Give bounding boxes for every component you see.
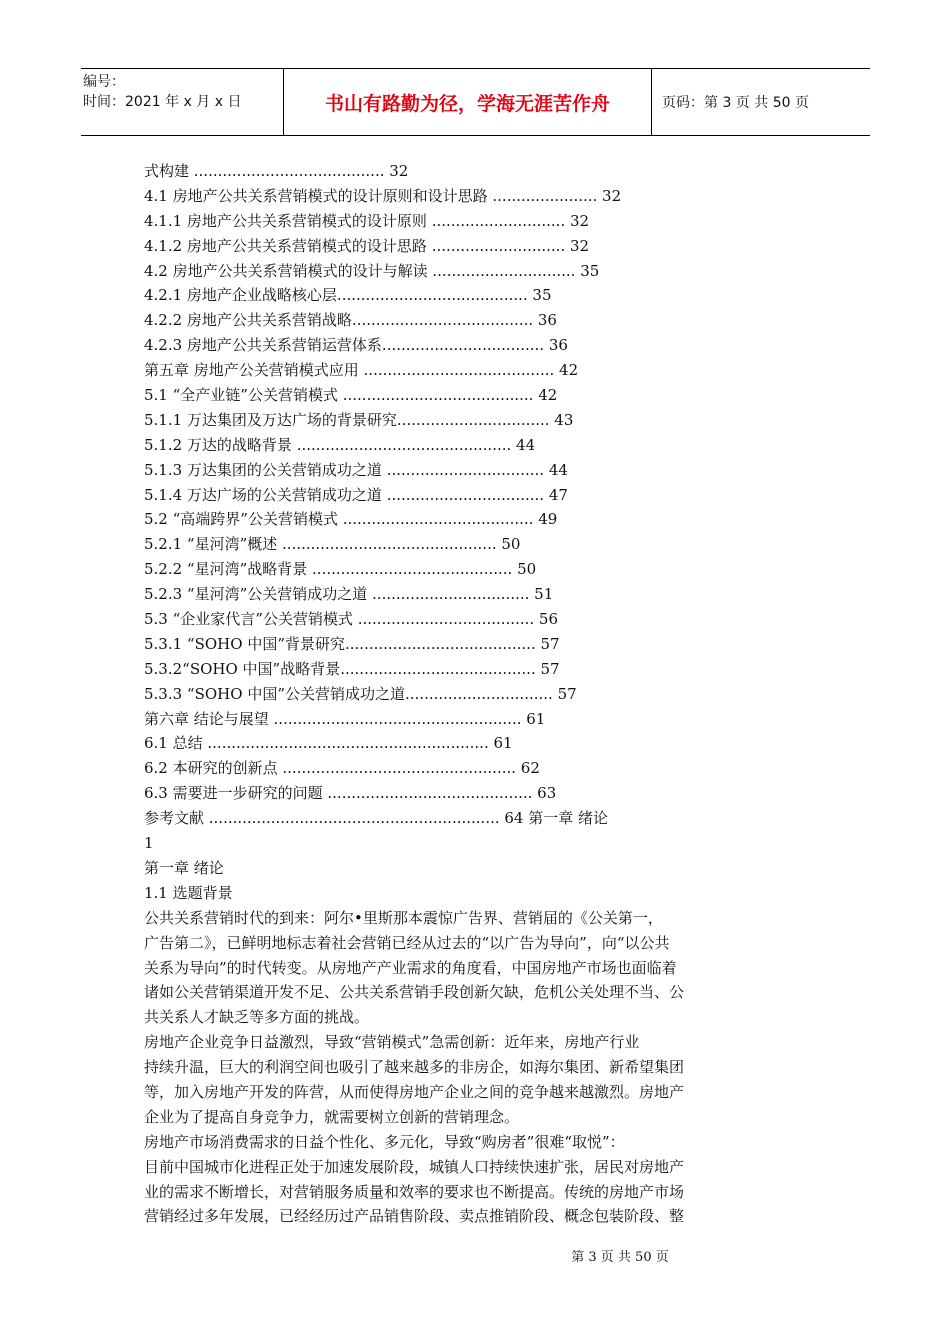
document-body xyxy=(144,159,784,1229)
toc-entry: 参考文献 ............................................................. 64 第一章 绪论 xyxy=(144,809,609,828)
toc-entry: 6.3 需要进一步研究的问题 ........................................... 63 xyxy=(144,784,557,803)
toc-entry: 5.2.3 “星河湾”公关营销成功之道 ................................. 51 xyxy=(144,585,554,604)
text-line: 第一章 绪论 xyxy=(144,858,224,877)
toc-entry: 第六章 结论与展望 .................................................... 61 xyxy=(144,709,546,728)
toc-entry: 5.1.3 万达集团的公关营销成功之道 ................................. 44 xyxy=(144,460,568,479)
toc-entry: 4.1.1 房地产公共关系营销模式的设计原则 ............................ 32 xyxy=(144,211,590,230)
toc-entry: 5.1.1 万达集团及万达广场的背景研究................................ 43 xyxy=(144,410,574,429)
toc-entry: 式构建 ........................................ 32 xyxy=(144,162,409,180)
page-header xyxy=(81,68,870,136)
toc-entry: 4.2.3 房地产公共关系营销运营体系.................................. 36 xyxy=(144,336,568,355)
header-motto: 书山有路勤为径，学海无涯苦作舟 xyxy=(284,69,652,135)
text-line: 企业为了提高自身竞争力，就需要树立创新的营销理念。 xyxy=(144,1107,520,1126)
toc-entry: 5.1.4 万达广场的公关营销成功之道 ................................. 47 xyxy=(144,485,568,504)
text-line: 关系为导向”的时代转变。从房地产产业需求的角度看，中国房地产市场也面临着 xyxy=(144,958,677,977)
text-line: 营销经过多年发展，已经经历过产品销售阶段、卖点推销阶段、概念包装阶段、整 xyxy=(144,1207,685,1226)
toc-entry: 6.2 本研究的创新点 ................................................. 62 xyxy=(144,759,540,778)
toc-entry: 4.2 房地产公共关系营销模式的设计与解读 .............................. 35 xyxy=(144,261,600,280)
text-line: 诸如公关营销渠道开发不足、公共关系营销手段创新欠缺，危机公关处理不当、公 xyxy=(144,983,685,1002)
toc-entry: 5.2.2 “星河湾”战略背景 .......................................... 50 xyxy=(144,560,537,579)
text-line: 共关系人才缺乏等多方面的挑战。 xyxy=(144,1008,370,1027)
text-line: 等，加入房地产开发的阵营，从而使得房地产企业之间的竞争越来越激烈。房地产 xyxy=(144,1082,685,1101)
header-page-info: 页码：第 3 页 共 50 页 xyxy=(662,95,809,111)
toc-entry: 4.1 房地产公共关系营销模式的设计原则和设计思路 ...................... 32 xyxy=(144,186,622,205)
text-line: 1.1 选题背景 xyxy=(144,883,233,902)
page-footer: 第 3 页 共 50 页 xyxy=(571,1250,669,1265)
text-line: 目前中国城市化进程正处于加速发展阶段，城镇人口持续快速扩张，居民对房地产 xyxy=(144,1157,685,1176)
text-line: 房地产市场消费需求的日益个性化、多元化，导致“购房者”很难“取悦”： xyxy=(144,1132,625,1151)
toc-entry: 5.1 “全产业链”公关营销模式 ........................................ 42 xyxy=(144,386,558,405)
toc-entry: 5.2 “高端跨界”公关营销模式 ........................................ 49 xyxy=(144,510,558,529)
toc-entry: 第五章 房地产公关营销模式应用 ........................................ 42 xyxy=(144,361,579,380)
chapter-text xyxy=(144,831,784,1229)
toc-entry: 5.3 “企业家代言”公关营销模式 ..................................... 56 xyxy=(144,610,559,629)
text-line: 持续升温，巨大的利润空间也吸引了越来越多的非房企，如海尔集团、新希望集团 xyxy=(144,1058,685,1077)
toc-entry: 4.1.2 房地产公共关系营销模式的设计思路 ............................ 32 xyxy=(144,236,590,255)
toc-entry: 4.2.2 房地产公共关系营销战略...................................... 36 xyxy=(144,311,557,330)
text-line: 1 xyxy=(144,834,154,853)
document-date: 时间：2021 年 x 月 x 日 xyxy=(83,94,242,110)
text-line: 业的需求不断增长，对营销服务质量和效率的要求也不断提高。传统的房地产市场 xyxy=(144,1182,685,1201)
toc-entry: 4.2.1 房地产企业战略核心层........................................ 35 xyxy=(144,286,552,305)
text-line: 公共关系营销时代的到来：阿尔•里斯那本震惊广告界、营销届的《公关第一， xyxy=(144,908,663,927)
toc-entry: 5.1.2 万达的战略背景 ............................................. 44 xyxy=(144,435,536,454)
table-of-contents xyxy=(144,159,784,831)
toc-entry: 5.2.1 “星河湾”概述 ............................................. 50 xyxy=(144,535,521,554)
toc-entry: 6.1 总结 ........................................................... 61 xyxy=(144,734,513,753)
text-line: 广告第二》，已鲜明地标志着社会营销已经从过去的“以广告为导向”，向“以公共 xyxy=(144,933,670,952)
document-number-label: 编号： xyxy=(83,74,125,90)
toc-entry: 5.3.3 “SOHO 中国”公关营销成功之道............................... 57 xyxy=(144,684,577,703)
text-line: 房地产企业竞争日益激烈，导致“营销模式”急需创新：近年来，房地产行业 xyxy=(144,1033,640,1052)
toc-entry: 5.3.1 “SOHO 中国”背景研究........................................ 57 xyxy=(144,634,560,653)
toc-entry: 5.3.2“SOHO 中国”战略背景......................................... 57 xyxy=(144,659,560,678)
header-meta xyxy=(81,69,284,135)
